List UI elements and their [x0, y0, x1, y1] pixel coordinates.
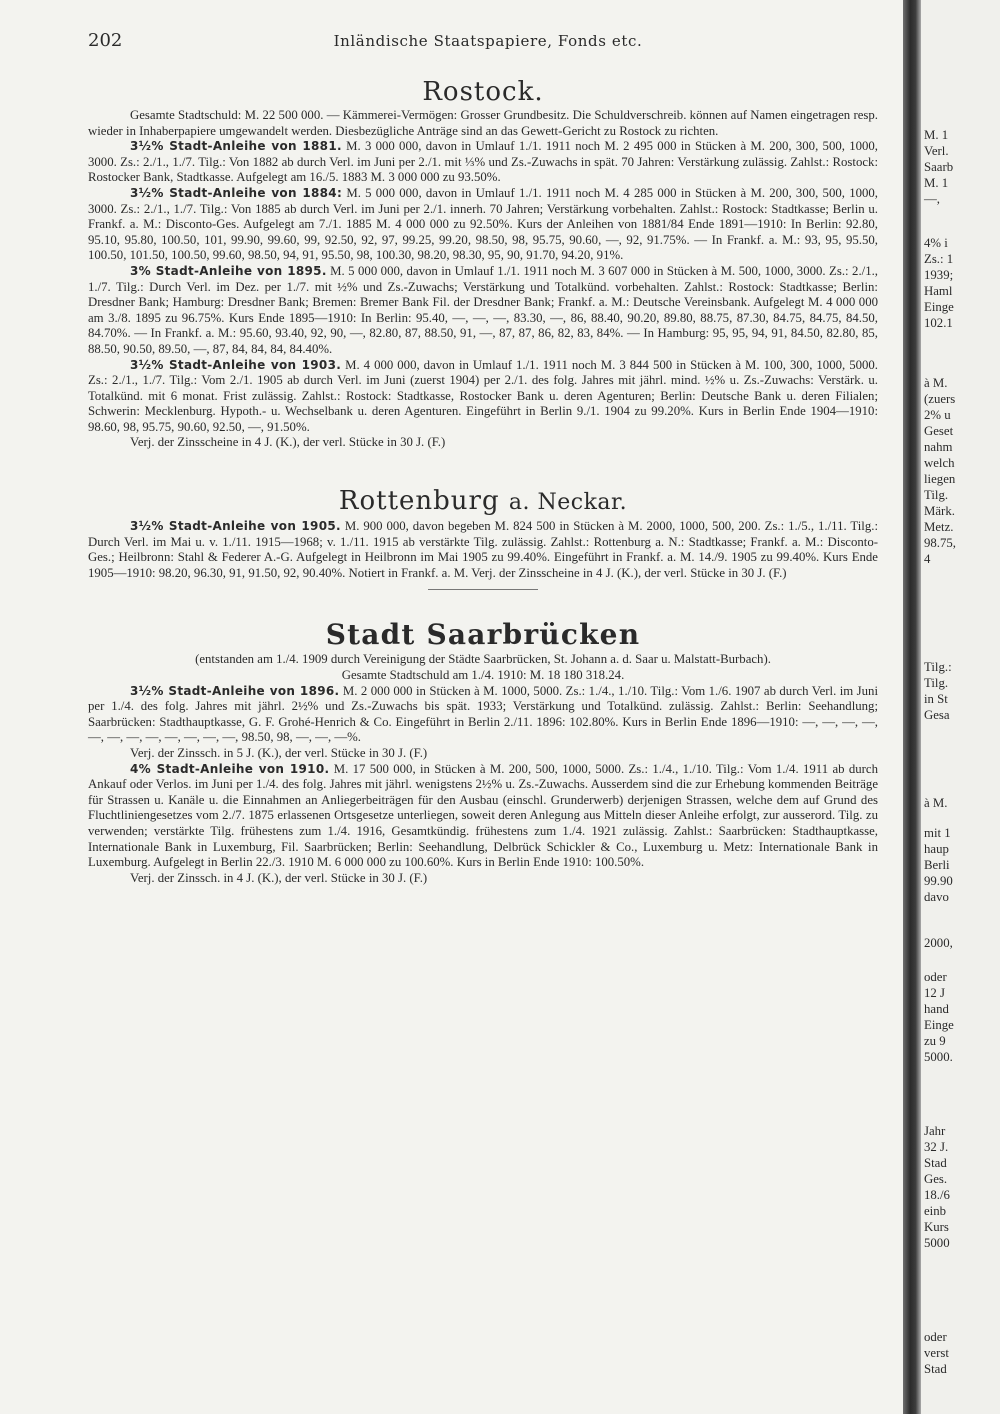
facing-page-fragment: M. 1 — [924, 128, 949, 142]
facing-page-fragment: Kurs — [924, 1220, 949, 1234]
facing-page-fragment: 18./6 — [924, 1188, 950, 1202]
loan-text: M. 2 000 000 in Stücken à M. 1000, 5000. Zs.: 1./4., 1./10. Tilg.: Vom 1./6. 1907 ab durch Verl. im Juni per 1./4. des folg. Jahres mit jährl. 2½% und Zs.-Zuwachs bis spät. 1933; Verstärkung und Totalkünd. zulässig. Zahlst.: Berlin: Seehandlung; Saarbrücken: Stadthauptkasse, G. F. Grohé-Henrich & Co. Eingeführt in Berlin 2./11. 1896: 102.80%. Kurs in Berlin Ende 1896—1910: —, —, —, —, —, —, —, —, —, —, —, —, 98.50, 98, —, —, —%. — [88, 683, 879, 745]
loan-entry — [88, 264, 878, 358]
facing-page-fragment: welch — [924, 456, 955, 470]
section-title-rostock: Rostock. — [422, 77, 544, 107]
loan-heading: 3% Stadt-Anleihe von 1895. — [130, 263, 327, 278]
page-header — [88, 30, 888, 56]
facing-page-fragment: Haml — [924, 284, 953, 298]
facing-page-fragment: verst — [924, 1346, 949, 1360]
facing-page-fragment: Tilg. — [924, 488, 949, 502]
loan-text: M. 900 000, davon begeben M. 824 500 in Stücken à M. 2000, 1000, 500, 200. Zs.: 1./5., 1./11. Tilg.: Durch Verl. im Mai u. v. 1./11. 1915—1968; v. 1./11. 1915 ab verstärkte Tilg. zulässig. Zahlst.: Rottenburg a. N.: Stadtkasse; Frankf. a. M.: Disconto-Ges.; Heilbronn: Stahl & Federer A.-G. Aufgelegt in Heilbronn im Mai 1905 zu 99.40%. Eingeführt in Frankf. a. M. 14./9. 1905 zu 99.40%. Kurs Ende 1905—1910: 98.20, 96.30, 91, 91.50, 92, 90.40%. Notiert in Frankf. a. M. Verj. der Zinsscheine in 4 J. (K.), der verl. Stücke in 30 J. (F.) — [88, 519, 879, 580]
facing-page-fragment: M. 1 — [924, 176, 949, 190]
facing-page-fragment: Einge — [924, 1018, 954, 1032]
facing-page-fragment: Einge — [924, 300, 954, 314]
rottenburg-title-suffix: a. Neckar. — [508, 490, 628, 516]
facing-page-fragment: Verl. — [924, 144, 949, 158]
section-divider — [428, 589, 538, 590]
facing-page-fragment: 12 J — [924, 986, 945, 1000]
loan-heading: 3½% Stadt-Anleihe von 1905. — [130, 519, 341, 534]
book-gutter — [903, 0, 921, 1414]
facing-page-fragment: oder — [924, 1330, 947, 1344]
facing-page-fragment: 2000, — [924, 936, 953, 950]
facing-page-fragment: hand — [924, 1002, 949, 1016]
saarbruecken-origin: (entstanden am 1./4. 1909 durch Vereinigung der Städte Saarbrücken, St. Johann a. d. Saar u. Malstatt-Burbach). — [195, 652, 771, 667]
facing-page-fragment: 5000 — [924, 1236, 950, 1250]
loan-text: M. 4 000 000, davon in Umlauf 1./1. 1911 noch M. 3 844 500 in Stücken à M. 100, 300, 1000, 5000. Zs.: 2./1., 1./7. Tilg.: Vom 2./1. 1905 ab durch Verl. im Juni (zuerst 1904) per 2./1. des folg. Jahres mit jährl. mind. ½% u. Zs.-Zuwachs: Verstärk. u. Totalkünd. mit 6 monat. Frist zulässig. Zahlst.: Rostock: Stadtkasse, Rostocker Bank u. deren Agenturen; Berlin: Deutsche Bank u. deren Filialen; Schwerin: Mecklenburg. Hypoth.- u. Wechselbank u. deren Agenturen. Eingeführt in Berlin 9./1. 1904 zu 99.20%. Kurs in Berlin Ende 1904—1910: 98.60, 98, 95.75, 90.60, 92.50, —, 91.50%. — [88, 357, 879, 434]
loan-entry — [88, 139, 878, 186]
facing-page-fragment: Gesa — [924, 708, 950, 722]
section-saarbruecken — [88, 618, 878, 886]
section-rottenburg — [88, 485, 878, 581]
page-number: 202 — [88, 30, 123, 51]
facing-page-fragment: Saarb — [924, 160, 954, 174]
facing-page-fragment: haup — [924, 842, 949, 856]
loan-entry — [88, 762, 878, 871]
loan-entry — [88, 358, 878, 436]
facing-page-fragment: (zuers — [924, 392, 956, 406]
facing-page-fragment: Tilg.: — [924, 660, 952, 674]
section-title-saarbruecken: Stadt Saarbrücken — [325, 618, 641, 652]
facing-page-fragment: einb — [924, 1204, 947, 1218]
loan-heading: 3½% Stadt-Anleihe von 1884: — [130, 185, 343, 200]
facing-page-fragment: nahm — [924, 440, 953, 454]
facing-page-fragment: 4% i — [924, 236, 948, 250]
rottenburg-title: Rottenburg — [338, 486, 500, 517]
loan-text: M. 5 000 000, davon in Umlauf 1./1. 1911 noch M. 3 607 000 in Stücken à M. 500, 1000, 3000. Zs.: 2./1., 1./7. Tilg.: Durch Verl. im Dez. per 1./7. mit ½% und Zs.-Zuwachs; Verstärkung und Totalkünd. vorbehalten. Zahlst.: Rostock: Stadtkasse; Berlin: Dresdner Bank; Hamburg: Dresdner Bank; Bremen: Bremer Bank Fil. der Dresdner Bank; Frankf. a. M.: Deutsche Vereinsbank. Aufgelegt M. 4 000 000 am 3./8. 1895 zu 96.75%. Kurs Ende 1895—1910: In Berlin: 95.40, —, —, —, 83.30, —, 86, 88.40, 90.20, 89.80, 88.75, 87.30, 84.75, 84.75, 84.50, 84.70%. — In Frankf. a. M.: 95.60, 93.40, 92, 90, —, 82.80, 87, 88.50, 91, —, 87, 87, 86, 82, 83, 84%. — In Hamburg: 95, 95, 94, 91, 84.50, 82.80, 85, 88.50, 90.50, 89.50, —, 87, 84, 84, 84, 84.40%. — [88, 263, 878, 356]
loan-heading: 3½% Stadt-Anleihe von 1903. — [130, 357, 342, 372]
facing-page-fragment: 2% u — [924, 408, 951, 422]
facing-page-fragment: oder — [924, 970, 947, 984]
rostock-footnote: Verj. der Zinsscheine in 4 J. (K.), der verl. Stücke in 30 J. (F.) — [130, 435, 446, 450]
loan-heading: 3½% Stadt-Anleihe von 1881. — [130, 139, 342, 154]
loan-entry — [88, 519, 878, 581]
facing-page-fragment: Berli — [924, 858, 950, 872]
saarbruecken-debt: Gesamte Stadtschuld am 1./4. 1910: M. 18 180 318.24. — [341, 668, 625, 683]
facing-page-fragment: 4 — [924, 552, 931, 566]
loan-heading: 4% Stadt-Anleihe von 1910. — [130, 761, 330, 776]
facing-page-fragment: Jahr — [924, 1124, 946, 1138]
facing-page-fragment: 32 J. — [924, 1140, 949, 1154]
facing-page-fragment: à M. — [924, 376, 948, 390]
facing-page-fragment: Tilg. — [924, 676, 949, 690]
facing-page-fragment: in St — [924, 692, 948, 706]
facing-page-fragment: Geset — [924, 424, 954, 438]
loan-entry — [88, 684, 878, 746]
section-title-rottenburg — [88, 485, 878, 519]
facing-page-fragment: 102.1 — [924, 316, 953, 330]
loan-heading: 3½% Stadt-Anleihe von 1896. — [130, 683, 340, 698]
loan-note: Verj. der Zinssch. in 4 J. (K.), der verl. Stücke in 30 J. (F.) — [130, 870, 428, 885]
loan-note: Verj. der Zinssch. in 5 J. (K.), der verl. Stücke in 30 J. (F.) — [130, 746, 428, 760]
section-rostock — [88, 76, 878, 451]
facing-page-fragment: davo — [924, 890, 949, 904]
facing-page-fragment: à M. — [924, 796, 948, 810]
facing-page-fragment: Stad — [924, 1156, 947, 1170]
spacer — [88, 598, 878, 618]
facing-page-fragment: 1939; — [924, 268, 954, 282]
loan-text: M. 17 500 000, in Stücken à M. 200, 500, 1000, 5000. Zs.: 1./4., 1./10. Tilg.: Vom 1./4. 1911 ab durch Ankauf oder Verlos. im Juni per 1./4. des folg. Jahres mit jährl. wenigstens 2½% u. Zs.-Zuwachs. Ausserdem sind die zur Erhebung kommenden Beiträge für Strassen u. Kanäle u. die Einnahmen an Anliegerbeiträgen für den Ausbau (einschl. Grunderwerb) derjenigen Strassen, welche dem auf Grund des Fluchtliniengesetzes vom 2./7. 1875 erlassenen Ortsgesetze unterliegen, soweit deren Anlegung aus Mitteln dieser Anleihe erfolgt, zur ausserord. Tilg. zu verwenden; verstärkte Tilg. frühestens zum 1./4. 1916, Gesamtkündig. frühestens zum 1./4. 1921 zulässig. Zahlst.: Saarbrücken: Stadthauptkasse, Internationale Bank in Luxemburg, Fil. Saarbrücken; Berlin: Seehandlung, Delbrück Schickler & Co., Luxemburg u. Metz: Internationale Bank in Luxemburg. Aufgelegt in Berlin 22./3. 1910 M. 6 000 000 zu 100.60%. Kurs in Berlin Ende 1910: 100.50%. — [88, 761, 878, 870]
facing-page-edge — [921, 0, 1000, 1414]
facing-page-fragment: Märk. — [924, 504, 955, 518]
facing-page-fragment: Metz. — [924, 520, 954, 534]
text-column — [88, 76, 878, 886]
facing-page-fragment: mit 1 — [924, 826, 951, 840]
facing-page-fragment: Zs.: 1 — [924, 252, 954, 266]
facing-page-fragment: 99.90 — [924, 874, 953, 888]
spacer — [88, 451, 878, 485]
loan-text: M. 3 000 000, davon in Umlauf 1./1. 1911 noch M. 2 495 000 in Stücken à M. 200, 300, 500, 1000, 3000. Zs.: 2./1., 1./7. Tilg.: Von 1882 ab durch Verl. im Juni per 2./1. mit ⅓% und Zs.-Zuwachs in spät. 70 Jahren: Verstärkung zulässig. Zahlst.: Rostock: Rostocker Bank, Stadtkasse. Aufgelegt am 16./5. 1883 M. 3 000 000 zu 93.50%. — [88, 139, 878, 185]
facing-page-fragment: Ges. — [924, 1172, 948, 1186]
running-title: Inländische Staatspapiere, Fonds etc. — [333, 32, 643, 50]
facing-page-fragment: —, — [924, 192, 940, 206]
loan-entry — [88, 186, 878, 264]
facing-page-fragment: Stad — [924, 1362, 947, 1376]
rostock-intro: Gesamte Stadtschuld: M. 22 500 000. — Kämmerei-Vermögen: Grosser Grundbesitz. Die Schuldverschreib. können auf Namen eingetragen resp. wieder in Inhaberpapiere umgewandelt werden. Diesbezügliche Anträge sind an das Gewett-Gericht zu Rostock zu richten. — [88, 108, 878, 138]
facing-page-fragment: zu 9 — [924, 1034, 946, 1048]
loan-text: M. 5 000 000, davon in Umlauf 1./1. 1911 noch M. 4 285 000 in Stücken à M. 200, 300, 500, 1000, 3000. Zs.: 2./1., 1./7. Tilg.: Von 1885 ab durch Verl. im Juni per 2./1. innerh. 70 Jahren; Verstärkung vorbehalten. Zahlst.: Rostock: Stadtkasse; Berlin u. Frankf. a. M.: Disconto-Ges. Aufgelegt am 7./1. 1885 M. 4 000 000 zu 92.50%. Kurs der Anleihen von 1881/84 Ende 1891—1910: In Berlin: 92.80, 95.10, 95.80, 100.50, 101, 99.90, 99.60, 99, 92.50, 92, 97, 99.25, 99.20, 98.50, 98, 95.75, 90.60, —, 92, 91.75%. — In Frankf. a. M.: 93, 95, 95.50, 100.50, 101.50, 100.50, 99.60, 98.50, 94, 91, 95.50, 98, 100.30, 98.20, 98.30, 95, 90, 91.70, 94.20, 91%. — [88, 185, 878, 263]
facing-page-fragment: liegen — [924, 472, 956, 486]
facing-page-fragment: 98.75, — [924, 536, 956, 550]
facing-page-fragment: 5000. — [924, 1050, 953, 1064]
